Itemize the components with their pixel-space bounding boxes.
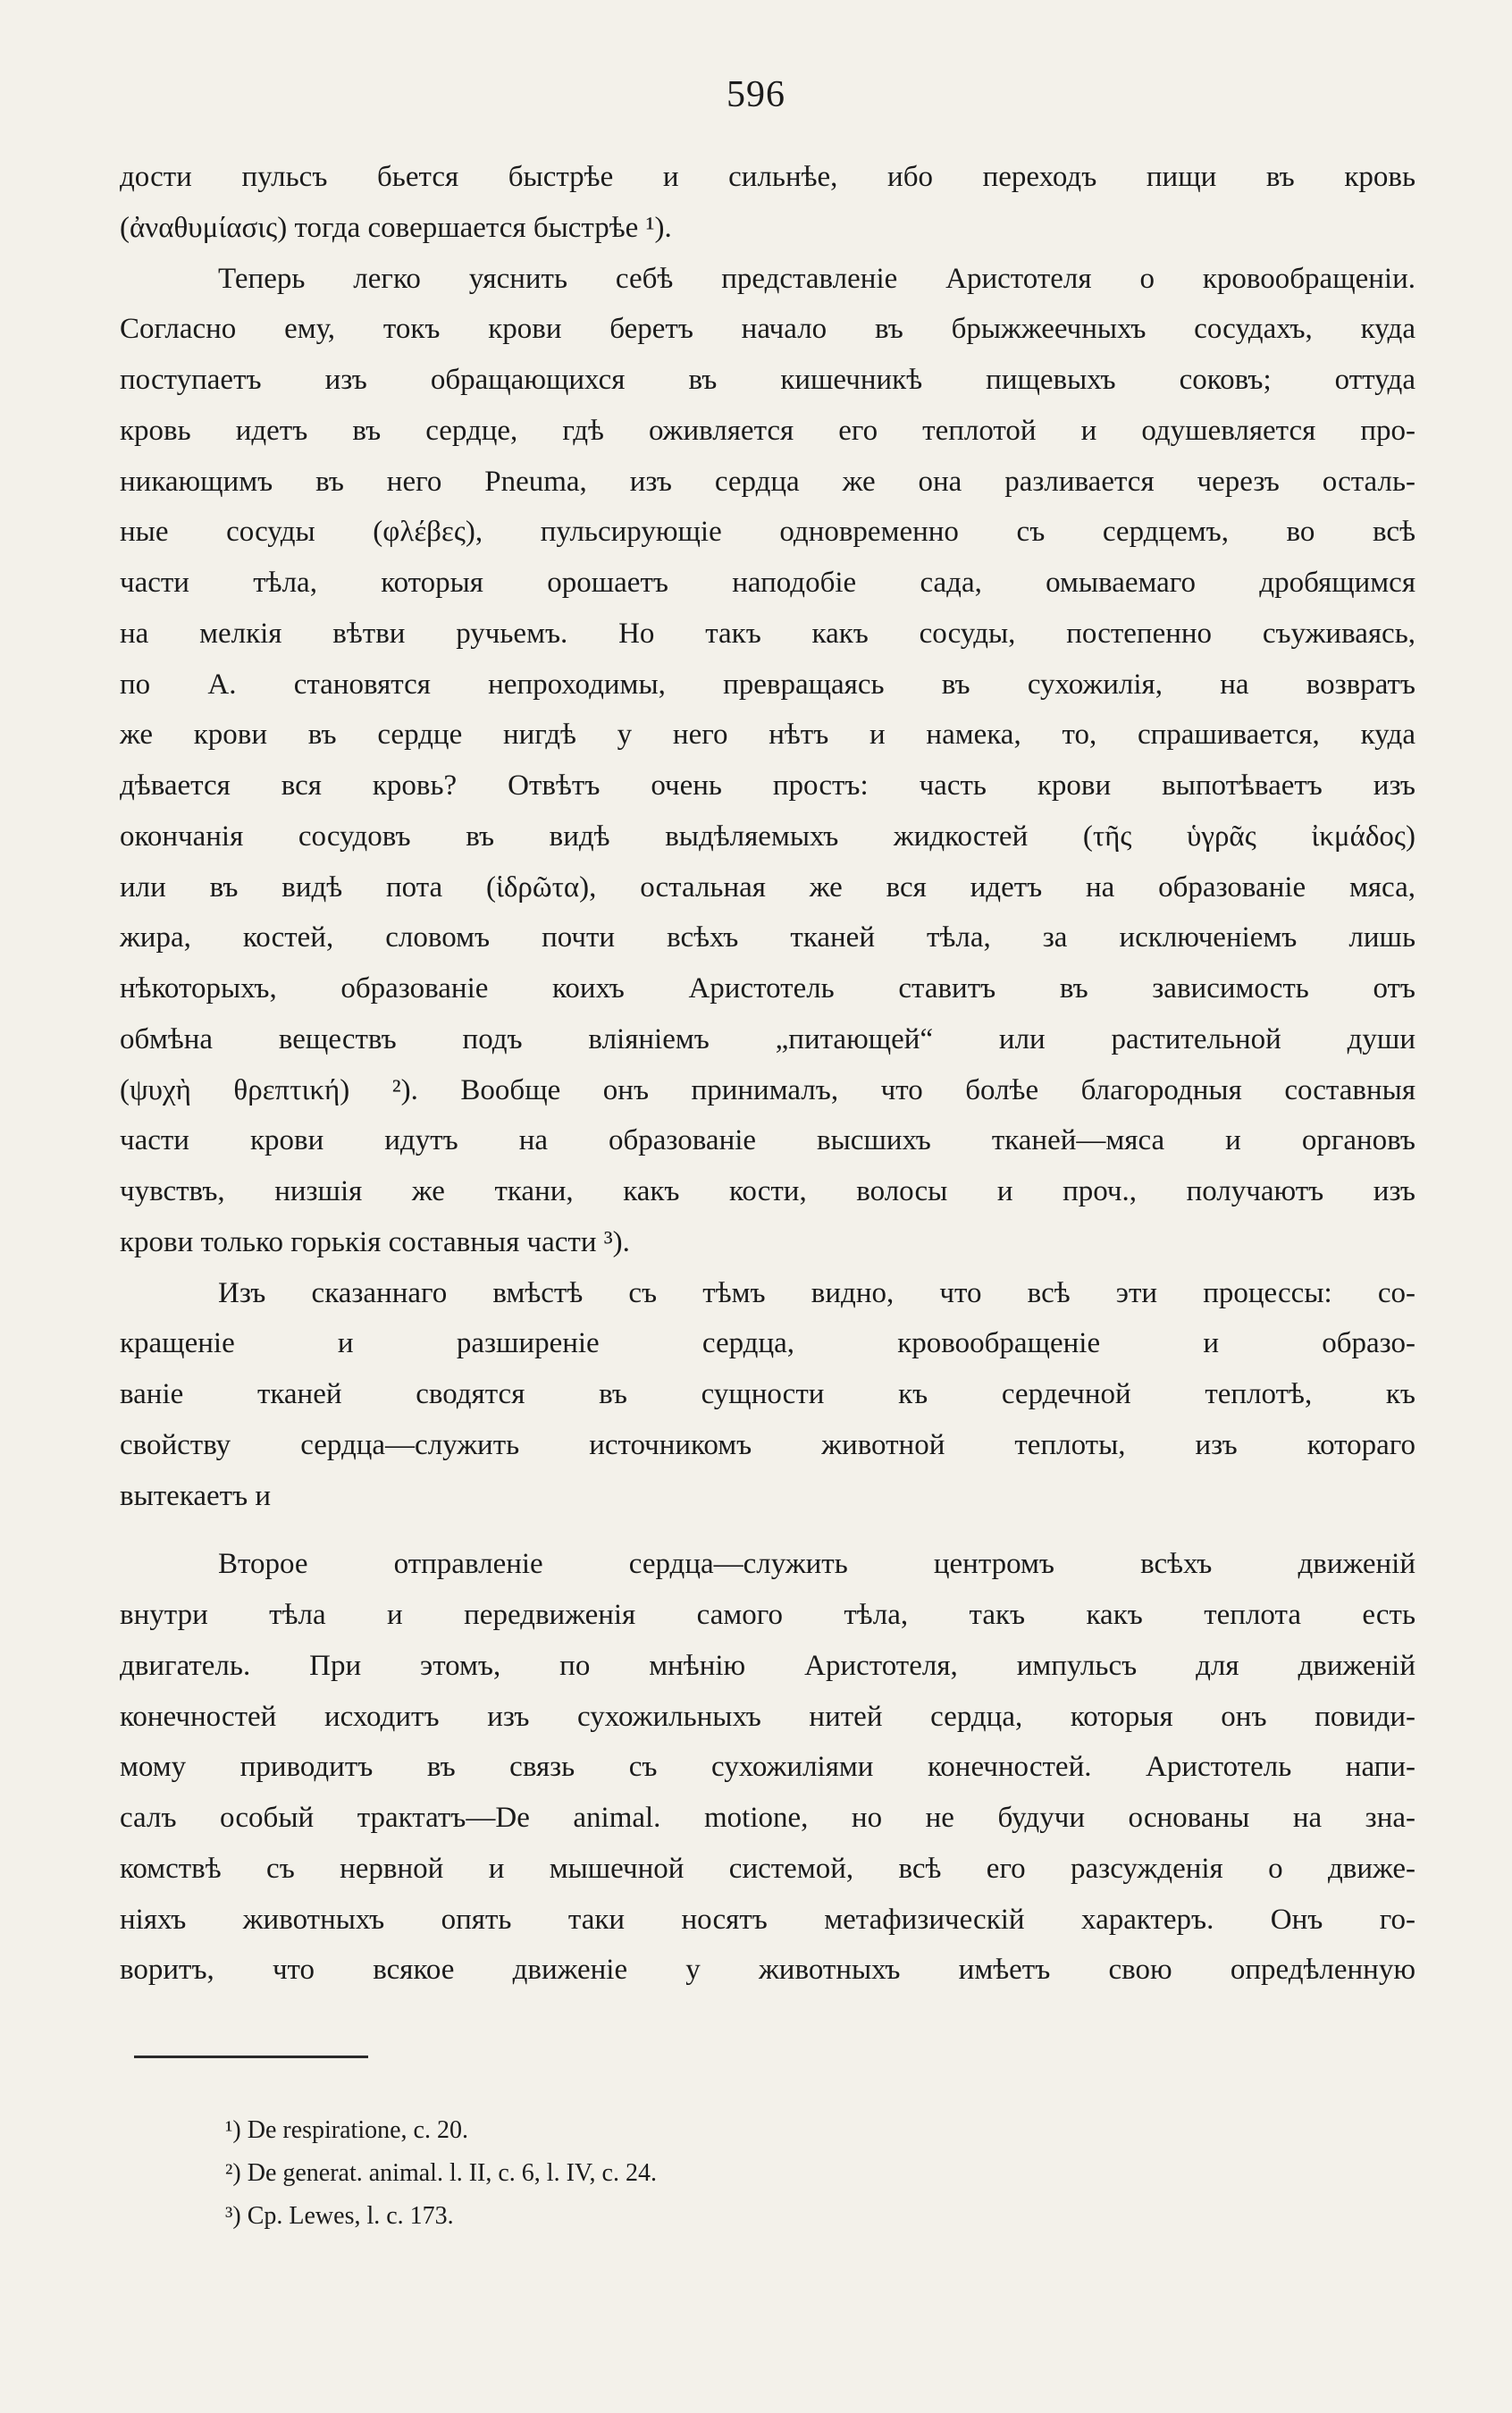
footnotes xyxy=(225,2109,1029,2238)
footnote: ³) Cp. Lewes, l. c. 173. xyxy=(225,2202,454,2230)
text-line: на мелкія вѣтви ручьемъ. Но такъ какъ сосуды, постепенно съуживаясь, xyxy=(120,617,1415,650)
text-line: внутри тѣла и передвиженія самого тѣла, такъ какъ теплота есть xyxy=(120,1599,1415,1631)
text-line: Теперь легко уяснить себѣ представленіе Аристотеля о кровообращеніи. xyxy=(218,262,1415,295)
text-line: ваніе тканей сводятся въ сущности къ сердечной теплотѣ, къ xyxy=(120,1378,1415,1410)
text-line: (ψυχὴ θρεπτική) ²). Вообще онъ принималъ, что болѣе благородныя составныя xyxy=(120,1073,1415,1106)
text-line: части тѣла, которыя орошаетъ наподобіе сада, омываемаго дробящимся xyxy=(120,567,1415,599)
text-line: по А. становятся непроходимы, превращаясь въ сухожилія, на возвратъ xyxy=(120,668,1415,701)
text-line: жира, костей, словомъ почти всѣхъ тканей тѣла, за исключеніемъ лишь xyxy=(120,921,1415,954)
text-line: ные сосуды (φλέβες), пульсирующіе одновременно съ сердцемъ, во всѣ xyxy=(120,516,1415,549)
text-line: салъ особый трактатъ—De animal. motione, но не будучи основаны на зна- xyxy=(120,1802,1415,1834)
text-line: дости пульсъ бьется быстрѣе и сильнѣе, ибо переходъ пищи въ кровь xyxy=(120,161,1415,193)
footnote-divider xyxy=(134,2056,368,2058)
text-line: обмѣна веществъ подъ вліяніемъ „питающей“ или растительной души xyxy=(120,1022,1415,1055)
text-line: (ἀναθυμίασις) тогда совершается быстрѣе ¹). xyxy=(120,211,672,244)
text-line: Согласно ему, токъ крови беретъ начало въ брыжжеечныхъ сосудахъ, куда xyxy=(120,313,1415,346)
footnote: ¹) De respiratione, c. 20. xyxy=(225,2116,468,2144)
text-line: или въ видѣ пота (ἱδρῶτα), остальная же вся идетъ на образованіе мяса, xyxy=(120,870,1415,904)
text-line: кровь идетъ въ сердце, гдѣ оживляется его теплотой и одушевляется про- xyxy=(120,414,1415,447)
text-line: двигатель. При этомъ, по мнѣнію Аристотеля, импульсъ для движеній xyxy=(120,1649,1415,1682)
text-line: дѣвается вся кровь? Отвѣтъ очень простъ: часть крови выпотѣваетъ изъ xyxy=(120,769,1415,802)
text-line: ніяхъ животныхъ опять таки носятъ метафизическій характеръ. Онъ го- xyxy=(120,1903,1415,1936)
text-line: поступаетъ изъ обращающихся въ кишечникѣ пищевыхъ соковъ; оттуда xyxy=(120,364,1415,396)
text-line: части крови идутъ на образованіе высшихъ тканей—мяса и органовъ xyxy=(120,1124,1415,1157)
text-line: нѣкоторыхъ, образованіе коихъ Аристотель ставитъ въ зависимость отъ xyxy=(120,972,1415,1005)
text-line: свойству сердца—служить источникомъ животной теплоты, изъ котораго xyxy=(120,1428,1415,1461)
text-line: чувствъ, низшія же ткани, какъ кости, волосы и проч., получаютъ изъ xyxy=(120,1175,1415,1207)
footnote: ²) De generat. animal. l. II, c. 6, l. IV, c. 24. xyxy=(225,2159,657,2187)
text-line: комствѣ съ нервной и мышечной системой, всѣ его разсужденія о движе- xyxy=(120,1852,1415,1885)
text-line: кращеніе и разширеніе сердца, кровообращеніе и образо- xyxy=(120,1327,1415,1360)
page-number: 596 xyxy=(727,74,785,115)
text-line: Второе отправленіе сердца—служить центромъ всѣхъ движеній xyxy=(218,1548,1415,1581)
text-line: мому приводитъ въ связь съ сухожиліями конечностей. Аристотель напи- xyxy=(120,1751,1415,1784)
text-line: вытекаетъ и xyxy=(120,1479,272,1512)
text-line: конечностей исходитъ изъ сухожильныхъ нитей сердца, которыя онъ повиди- xyxy=(120,1700,1415,1733)
text-line: никающимъ въ него Pneuma, изъ сердца же она разливается черезъ осталь- xyxy=(120,465,1415,498)
text-line: воритъ, что всякое движеніе у животныхъ имѣетъ свою опредѣленную xyxy=(120,1954,1415,1987)
body-text xyxy=(120,152,1415,1996)
text-line: же крови въ сердце нигдѣ у него нѣтъ и намека, то, спрашивается, куда xyxy=(120,719,1415,752)
text-line: окончанія сосудовъ въ видѣ выдѣляемыхъ жидкостей (τῆς ὑγρᾶς ἰκμάδος) xyxy=(120,820,1415,853)
text-line: Изъ сказаннаго вмѣстѣ съ тѣмъ видно, что всѣ эти процессы: со- xyxy=(218,1276,1415,1309)
text-line: крови только горькія составныя части ³). xyxy=(120,1225,630,1258)
